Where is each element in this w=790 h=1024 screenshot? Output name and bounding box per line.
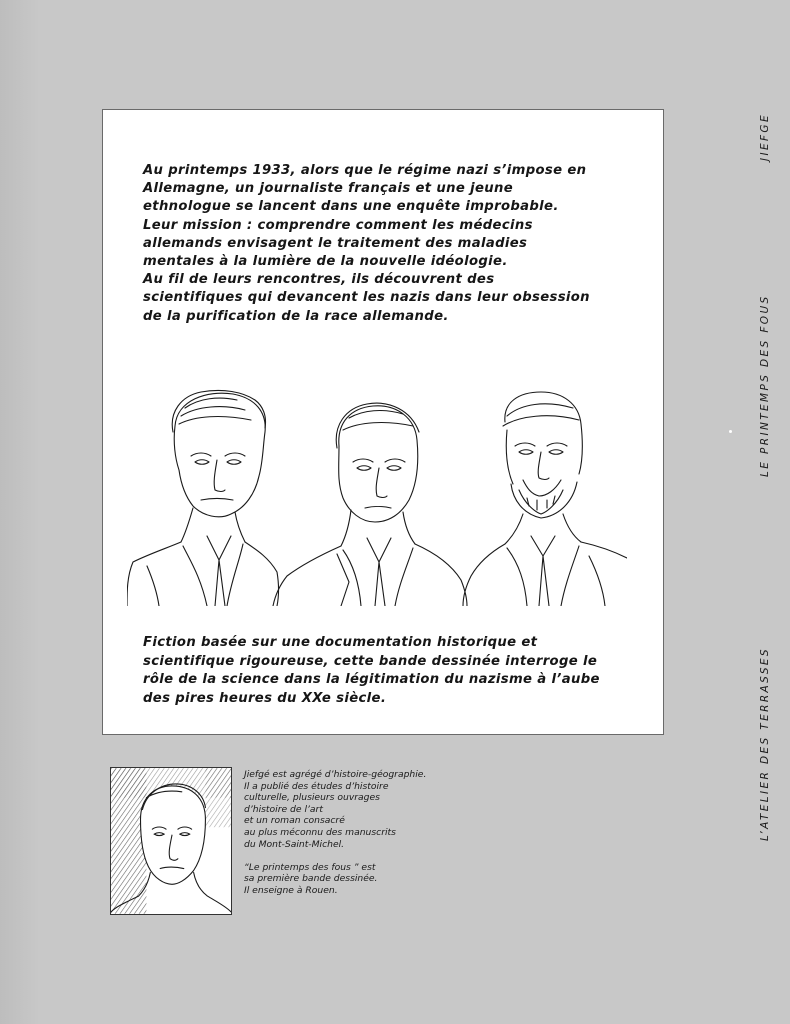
fiction-line: rôle de la science dans la légitimation du nazisme à l’aube (143, 672, 600, 687)
synopsis-line: allemands envisagent le traitement des maladies (143, 235, 528, 251)
page-edge-shade (0, 0, 40, 1024)
spine-book-title: LE PRINTEMPS DES FOUS (759, 294, 771, 477)
bio-line: “Le printemps des fous ” est (244, 861, 376, 873)
synopsis-line: mentales à la lumière de la nouvelle idéologie. (143, 254, 508, 270)
author-biography (244, 769, 484, 897)
spine-author-name: JIEFGE (759, 112, 771, 162)
back-cover-panel (102, 109, 664, 735)
author-portrait (110, 767, 232, 915)
bio-line: et un roman consacré (244, 815, 345, 827)
bio-line: au plus méconnu des manuscrits (244, 826, 396, 838)
synopsis-text (143, 162, 633, 326)
bio-line: Il a publié des études d’histoire (244, 780, 389, 792)
three-portraits-illustration (127, 386, 627, 606)
bio-line: sa première bande dessinée. (244, 873, 378, 885)
synopsis-line: Au fil de leurs rencontres, ils découvrent des (143, 272, 495, 288)
portrait-left-man (127, 390, 279, 606)
bio-line: Jiefgé est agrégé d’histoire-géographie. (244, 769, 427, 780)
fiction-line: Fiction basée sur une documentation historique et (143, 635, 538, 650)
spine-dot-mark (729, 430, 732, 433)
bio-paragraph-gap (244, 850, 484, 862)
synopsis-line: scientifiques qui devancent les nazis dans leur obsession (143, 290, 590, 306)
fiction-line: des pires heures du XXe siècle. (143, 690, 387, 706)
synopsis-line: Allemagne, un journaliste français et une jeune (143, 181, 514, 197)
bio-line: du Mont-Saint-Michel. (244, 838, 345, 850)
synopsis-line: Leur mission : comprendre comment les médecins (143, 217, 533, 233)
synopsis-line: de la purification de la race allemande. (143, 308, 449, 324)
bio-line: d’histoire de l’art (244, 803, 323, 815)
portrait-right-bearded-man (463, 392, 627, 606)
fiction-description (143, 634, 633, 708)
bio-line: culturelle, plusieurs ouvrages (244, 792, 380, 804)
fiction-line: scientifique rigoureuse, cette bande dessinée interroge le (143, 653, 598, 669)
portrait-middle-man (273, 403, 467, 606)
author-portrait-sketch (111, 768, 231, 914)
spine-publisher-name: L’ATELIER DES TERRASSES (759, 647, 771, 841)
synopsis-line: Au printemps 1933, alors que le régime nazi s’impose en (143, 163, 587, 178)
synopsis-line: ethnologue se lancent dans une enquête improbable. (143, 199, 559, 215)
bio-line: Il enseigne à Rouen. (244, 884, 338, 896)
